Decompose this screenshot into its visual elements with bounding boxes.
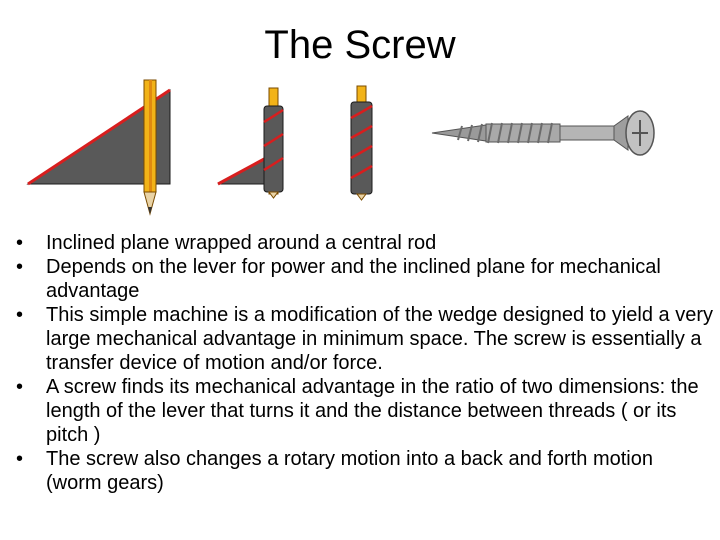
bullet-marker: • (16, 376, 24, 398)
bullet-item (16, 303, 714, 375)
inclined-plane-with-pencil-icon (28, 80, 170, 214)
slide-title: The Screw (264, 23, 456, 67)
bullet-item (16, 255, 714, 303)
screw-illustration (0, 76, 720, 226)
bullet-marker: • (16, 448, 24, 470)
bullet-item (16, 231, 714, 255)
fully-wrapped-plane-icon (351, 86, 372, 200)
bullet-marker: • (16, 232, 24, 254)
bullet-list (16, 231, 714, 495)
bullet-item (16, 447, 714, 495)
bullet-text: Depends on the lever for power and the inclined plane for mechanical advantage (46, 256, 661, 302)
bullet-marker: • (16, 304, 24, 326)
bullet-text: Inclined plane wrapped around a central rod (46, 232, 437, 254)
screw-icon (432, 111, 654, 155)
bullet-text: This simple machine is a modification of the wedge designed to yield a very large mechanical advantage in minimum space. The screw is essentially a transfer device of motion and/or force. (46, 304, 714, 374)
bullet-marker: • (16, 256, 24, 278)
partly-wrapped-plane-icon (218, 88, 283, 198)
bullet-text: The screw also changes a rotary motion into a back and forth motion (worm gears) (46, 448, 653, 494)
bullet-item (16, 375, 714, 447)
bullet-text: A screw finds its mechanical advantage in the ratio of two dimensions: the length of the lever that turns it and the distance between threads ( or its pitch ) (46, 376, 699, 446)
